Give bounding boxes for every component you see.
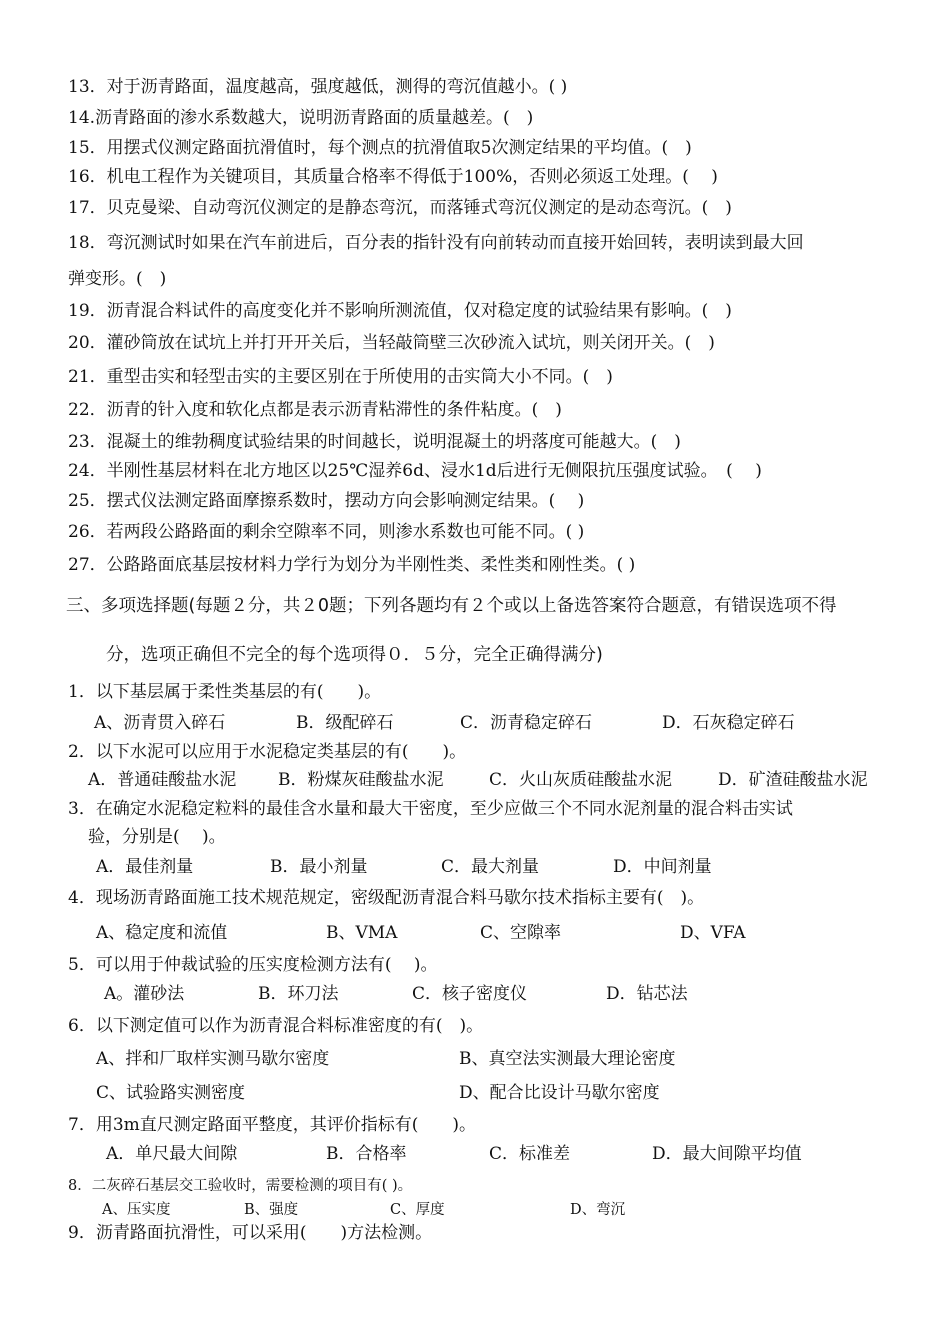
mc-question-8: 8．二灰碎石基层交工验收时，需要检测的项目有( )。 [68, 1178, 413, 1194]
mc-question-9: 9．沥青路面抗滑性，可以采用( )方法检测。 [68, 1223, 433, 1243]
question-24: 24．半刚性基层材料在北方地区以25℃湿养6d、浸水1d后进行无侧限抗压强度试验。 ( ) [68, 461, 762, 481]
mc-question-6: 6．以下测定值可以作为沥青混合料标准密度的有( )。 [68, 1016, 484, 1036]
option-b: B．粉煤灰硅酸盐水泥 [278, 770, 444, 790]
option-c: C、空隙率 [480, 923, 562, 943]
option-b: B．环刀法 [258, 984, 339, 1004]
option-c: C．最大剂量 [441, 857, 540, 877]
option-a: A、稳定度和流值 [96, 923, 228, 943]
question-18-continuation: 弹变形。( ) [68, 269, 167, 289]
option-c: C．核子密度仪 [412, 984, 528, 1004]
mc-question-5: 5．可以用于仲裁试验的压实度检测方法有( )。 [68, 955, 438, 975]
question-27: 27．公路路面底基层按材料力学行为划分为半刚性类、柔性类和刚性类。( ) [68, 555, 636, 575]
option-a: A．最佳剂量 [96, 857, 194, 877]
question-14: 14.沥青路面的渗水系数越大，说明沥青路面的质量越差。( ) [68, 108, 534, 128]
option-b: B、强度 [244, 1202, 299, 1218]
option-d: D．石灰稳定碎石 [662, 713, 795, 733]
question-15: 15．用摆式仪测定路面抗滑值时，每个测点的抗滑值取5次测定结果的平均值。( ) [68, 138, 692, 158]
mc-question-3: 3．在确定水泥稳定粒料的最佳含水量和最大干密度，至少应做三个不同水泥剂量的混合料击实试 [68, 799, 793, 819]
option-d: D、弯沉 [570, 1202, 626, 1218]
option-a: A．单尺最大间隙 [106, 1144, 238, 1164]
question-20: 20．灌砂筒放在试坑上并打开开关后，当轻敲筒壁三次砂流入试坑，则关闭开关。( ) [68, 333, 715, 353]
question-16: 16．机电工程作为关键项目，其质量合格率不得低于100%，否则必须返工处理。( ) [68, 167, 718, 187]
mc-question-1: 1．以下基层属于柔性类基层的有( )。 [68, 682, 382, 702]
option-d: D、配合比设计马歇尔密度 [459, 1083, 660, 1103]
question-17: 17．贝克曼梁、自动弯沉仪测定的是静态弯沉，而落锤式弯沉仪测定的是动态弯沉。( ) [68, 198, 732, 218]
question-18: 18．弯沉测试时如果在汽车前进后，百分表的指针没有向前转动而直接开始回转，表明读到最大回 [68, 233, 804, 253]
question-23: 23．混凝土的维勃稠度试验结果的时间越长，说明混凝土的坍落度可能越大。( ) [68, 432, 681, 452]
section-heading: 三、多项选择题(每题２分，共２0题；下列各题均有２个或以上备选答案符合题意，有错误选项不得 [66, 596, 837, 616]
option-a: A。灌砂法 [104, 984, 185, 1004]
option-c: C、厚度 [390, 1202, 445, 1218]
option-d: D．矿渣硅酸盐水泥 [718, 770, 868, 790]
option-d: D．中间剂量 [613, 857, 712, 877]
option-d: D、VFA [680, 923, 746, 943]
option-a: A、拌和厂取样实测马歇尔密度 [96, 1049, 330, 1069]
option-d: D．最大间隙平均值 [652, 1144, 802, 1164]
option-a: A．普通硅酸盐水泥 [88, 770, 237, 790]
option-b: B．级配碎石 [296, 713, 394, 733]
question-21: 21．重型击实和轻型击实的主要区别在于所使用的击实筒大小不同。( ) [68, 367, 613, 387]
mc-question-3-continuation: 验，分别是( )。 [88, 827, 226, 847]
mc-question-4: 4．现场沥青路面施工技术规范规定，密级配沥青混合料马歇尔技术指标主要有( )。 [68, 888, 705, 908]
option-c: C．火山灰质硅酸盐水泥 [489, 770, 673, 790]
option-b: B、真空法实测最大理论密度 [459, 1049, 676, 1069]
option-a: A、沥青贯入碎石 [94, 713, 226, 733]
question-22: 22．沥青的针入度和软化点都是表示沥青粘滞性的条件粘度。( ) [68, 400, 562, 420]
section-heading-continuation: 分，选项正确但不完全的每个选项得０．５分，完全正确得满分) [106, 645, 603, 665]
option-b: B、VMA [326, 923, 398, 943]
mc-question-2: 2．以下水泥可以应用于水泥稳定类基层的有( )。 [68, 742, 467, 762]
option-b: B．合格率 [326, 1144, 407, 1164]
option-c: C、试验路实测密度 [96, 1083, 246, 1103]
option-a: A、压实度 [102, 1202, 171, 1218]
question-26: 26．若两段公路路面的剩余空隙率不同，则渗水系数也可能不同。( ) [68, 522, 585, 542]
option-d: D．钻芯法 [606, 984, 688, 1004]
option-c: C．标准差 [489, 1144, 571, 1164]
option-b: B．最小剂量 [270, 857, 368, 877]
option-c: C．沥青稳定碎石 [460, 713, 593, 733]
question-13: 13．对于沥青路面，温度越高，强度越低，测得的弯沉值越小。( ) [68, 77, 568, 97]
question-25: 25．摆式仪法测定路面摩擦系数时，摆动方向会影响测定结果。( ) [68, 491, 585, 511]
mc-question-7: 7．用3m直尺测定路面平整度，其评价指标有( )。 [68, 1115, 477, 1135]
question-19: 19．沥青混合料试件的高度变化并不影响所测流值，仅对稳定度的试验结果有影响。( ) [68, 301, 732, 321]
